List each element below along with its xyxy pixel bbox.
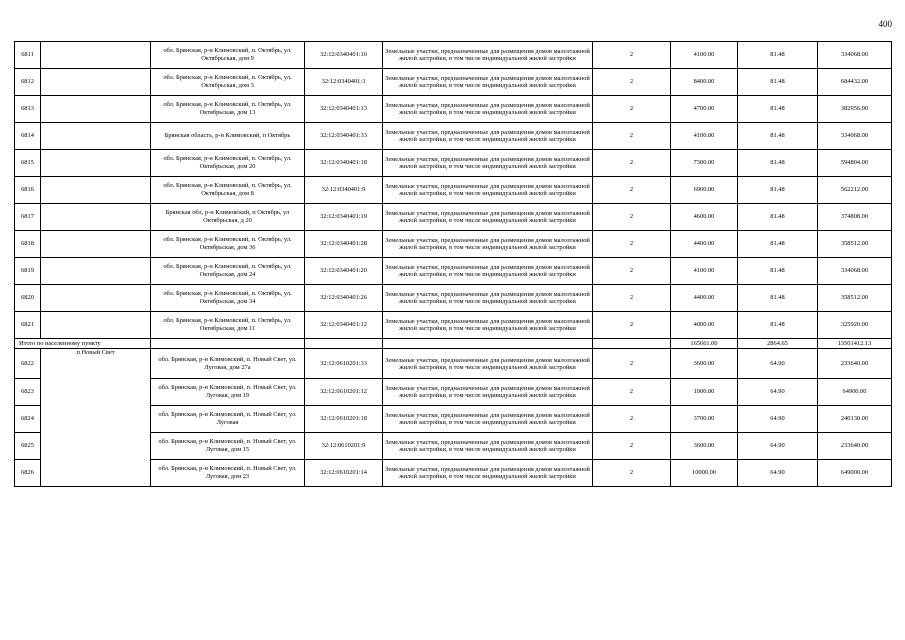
locality-cell [41, 177, 151, 204]
area: 6900.00 [671, 177, 738, 204]
cadastral-value: 325920.00 [818, 312, 892, 339]
cadastral-value: 233640.00 [818, 433, 892, 460]
locality-cell [41, 69, 151, 96]
cadastral-number: 32:12:0610201:14 [305, 460, 383, 487]
category: 2 [593, 433, 671, 460]
table-row [15, 177, 892, 204]
cadastral-value: 358512.00 [818, 231, 892, 258]
area: 10000.00 [671, 460, 738, 487]
rate: 64.90 [738, 406, 818, 433]
land-register-table [14, 41, 892, 487]
address: обл. Брянская, р-н Климовский, п. Октябрь, ул. Октябрьская, дом 13 [151, 96, 305, 123]
land-use-description: Земельные участки, предназначенные для размещения домов малоэтажной жилой застройки, в том числе индивидуальной жилой застройки [383, 406, 593, 433]
cadastral-number: 32:12:0340401:19 [305, 204, 383, 231]
land-use-description: Земельные участки, предназначенные для размещения домов малоэтажной жилой застройки, в том числе индивидуальной жилой застройки [383, 349, 593, 379]
locality-cell [41, 285, 151, 312]
land-use-description: Земельные участки, предназначенные для размещения домов малоэтажной жилой застройки, в том числе индивидуальной жилой застройки [383, 433, 593, 460]
category: 2 [593, 406, 671, 433]
total-blank [593, 339, 671, 349]
total-value: 13501412.13 [818, 339, 892, 349]
area: 1000.00 [671, 379, 738, 406]
address: обл. Брянская, р-н Климовский, п. Октябрь, ул. Октябрьская, дом 34 [151, 285, 305, 312]
row-number: 6815 [15, 150, 41, 177]
address: обл. Брянская, р-н Климовский, п. Октябрь, ул. Октябрьская, дом 36 [151, 231, 305, 258]
rate: 81.48 [738, 150, 818, 177]
row-number: 6817 [15, 204, 41, 231]
locality-cell [41, 258, 151, 285]
category: 2 [593, 285, 671, 312]
rate: 81.48 [738, 285, 818, 312]
row-number: 6812 [15, 69, 41, 96]
address: обл. Брянская, р-н Климовский, п. Новый Свет, ул. Луговая [151, 406, 305, 433]
locality-name: п Новый Свет [41, 349, 151, 487]
rate: 81.48 [738, 42, 818, 69]
cadastral-value: 684432.00 [818, 69, 892, 96]
cadastral-value: 334068.00 [818, 42, 892, 69]
table-row [15, 258, 892, 285]
rate: 64.90 [738, 379, 818, 406]
locality-cell [41, 312, 151, 339]
category: 2 [593, 231, 671, 258]
category: 2 [593, 69, 671, 96]
area: 4100.00 [671, 258, 738, 285]
row-number: 6821 [15, 312, 41, 339]
cadastral-number: 32:12:0340401:9 [305, 177, 383, 204]
address: обл. Брянская, р-н Климовский, п. Октябрь, ул. Октябрьская, дом 3 [151, 69, 305, 96]
cadastral-value: 64900.00 [818, 379, 892, 406]
address: обл. Брянская, р-н Климовский, п. Новый Свет, ул. Луговая, дом 23 [151, 460, 305, 487]
address: Брянская область, р-н Климовский, п Октябрь [151, 123, 305, 150]
table-row [15, 150, 892, 177]
category: 2 [593, 312, 671, 339]
table-row [15, 231, 892, 258]
locality-cell [41, 231, 151, 258]
table-row [15, 312, 892, 339]
table-row [15, 204, 892, 231]
address: обл. Брянская, р-н Климовский, п. Новый Свет, ул. Луговая, дом 15 [151, 433, 305, 460]
locality-cell [41, 96, 151, 123]
land-use-description: Земельные участки, предназначенные для размещения домов малоэтажной жилой застройки, в том числе индивидуальной жилой застройки [383, 379, 593, 406]
category: 2 [593, 349, 671, 379]
land-use-description: Земельные участки, предназначенные для размещения домов малоэтажной жилой застройки, в том числе индивидуальной жилой застройки [383, 258, 593, 285]
total-area: 165661.00 [671, 339, 738, 349]
row-number: 6826 [15, 460, 41, 487]
cadastral-value: 334068.00 [818, 258, 892, 285]
address: обл. Брянская, р-н Климовский, п. Новый Свет, ул. Луговая, дом 27а [151, 349, 305, 379]
row-number: 6823 [15, 379, 41, 406]
cadastral-value: 374808.00 [818, 204, 892, 231]
rate: 81.48 [738, 204, 818, 231]
locality-cell [41, 150, 151, 177]
area: 4400.00 [671, 285, 738, 312]
category: 2 [593, 204, 671, 231]
category: 2 [593, 96, 671, 123]
cadastral-value: 334068.00 [818, 123, 892, 150]
rate: 81.48 [738, 96, 818, 123]
rate: 81.48 [738, 123, 818, 150]
cadastral-value: 649000.00 [818, 460, 892, 487]
rate: 81.48 [738, 177, 818, 204]
area: 4000.00 [671, 312, 738, 339]
land-use-description: Земельные участки, предназначенные для размещения домов малоэтажной жилой застройки, в том числе индивидуальной жилой застройки [383, 69, 593, 96]
area: 3700.00 [671, 406, 738, 433]
locality-cell [41, 42, 151, 69]
land-use-description: Земельные участки, предназначенные для размещения домов малоэтажной жилой застройки, в том числе индивидуальной жилой застройки [383, 204, 593, 231]
total-row [15, 339, 892, 349]
cadastral-value: 562212.00 [818, 177, 892, 204]
category: 2 [593, 150, 671, 177]
page-number: 400 [878, 19, 892, 29]
total-blank [305, 339, 383, 349]
rate: 81.48 [738, 312, 818, 339]
area: 3600.00 [671, 433, 738, 460]
land-use-description: Земельные участки, предназначенные для размещения домов малоэтажной жилой застройки, в том числе индивидуальной жилой застройки [383, 312, 593, 339]
row-number: 6824 [15, 406, 41, 433]
area: 4600.00 [671, 204, 738, 231]
section-oktyabr [15, 42, 892, 339]
row-number: 6814 [15, 123, 41, 150]
category: 2 [593, 42, 671, 69]
rate: 64.90 [738, 349, 818, 379]
cadastral-number: 32:12:0340401:3 [305, 69, 383, 96]
table-row [15, 123, 892, 150]
cadastral-value: 358512.00 [818, 285, 892, 312]
category: 2 [593, 379, 671, 406]
cadastral-value: 382956.00 [818, 96, 892, 123]
row-number: 6819 [15, 258, 41, 285]
cadastral-number: 32:12:0610201:33 [305, 349, 383, 379]
locality-cell [41, 123, 151, 150]
total-label: Итого по населенному пункту [15, 339, 151, 349]
land-use-description: Земельные участки, предназначенные для размещения домов малоэтажной жилой застройки, в том числе индивидуальной жилой застройки [383, 123, 593, 150]
area: 4400.00 [671, 231, 738, 258]
cadastral-number: 32:12:0340401:26 [305, 285, 383, 312]
cadastral-number: 32:12:0340401:20 [305, 258, 383, 285]
row-number: 6813 [15, 96, 41, 123]
total-blank [383, 339, 593, 349]
land-use-description: Земельные участки, предназначенные для размещения домов малоэтажной жилой застройки, в том числе индивидуальной жилой застройки [383, 177, 593, 204]
row-number: 6822 [15, 349, 41, 379]
row-number: 6816 [15, 177, 41, 204]
table-row [15, 69, 892, 96]
rate: 81.48 [738, 69, 818, 96]
land-use-description: Земельные участки, предназначенные для размещения домов малоэтажной жилой застройки, в том числе индивидуальной жилой застройки [383, 231, 593, 258]
total-rate: 2864.65 [738, 339, 818, 349]
rate: 81.48 [738, 258, 818, 285]
land-use-description: Земельные участки, предназначенные для размещения домов малоэтажной жилой застройки, в том числе индивидуальной жилой застройки [383, 460, 593, 487]
row-number: 6818 [15, 231, 41, 258]
locality-cell [41, 204, 151, 231]
cadastral-number: 32:12:0340401:13 [305, 96, 383, 123]
cadastral-value: 240130.00 [818, 406, 892, 433]
area: 4100.00 [671, 42, 738, 69]
address: обл. Брянская, р-н Климовский, п. Октябрь, ул. Октябрьская, дом 20 [151, 150, 305, 177]
table-row [15, 42, 892, 69]
table-row [15, 285, 892, 312]
cadastral-number: 32:12:0610201:18 [305, 406, 383, 433]
row-number: 6811 [15, 42, 41, 69]
address: обл. Брянская, р-н Климовский, п. Октябрь, ул. Октябрьская, дом 24 [151, 258, 305, 285]
row-number: 6825 [15, 433, 41, 460]
cadastral-number: 32:12:0340401:33 [305, 123, 383, 150]
row-number: 6820 [15, 285, 41, 312]
table-row [15, 96, 892, 123]
area: 3600.00 [671, 349, 738, 379]
land-use-description: Земельные участки, предназначенные для размещения домов малоэтажной жилой застройки, в том числе индивидуальной жилой застройки [383, 42, 593, 69]
table-row [15, 349, 892, 379]
category: 2 [593, 177, 671, 204]
address: Брянская обл, р-н Климовский, п Октябрь, ул Октябрьская, д 20 [151, 204, 305, 231]
rate: 81.48 [738, 231, 818, 258]
cadastral-number: 32:12:0340401:18 [305, 150, 383, 177]
land-use-description: Земельные участки, предназначенные для размещения домов малоэтажной жилой застройки, в том числе индивидуальной жилой застройки [383, 285, 593, 312]
land-use-description: Земельные участки, предназначенные для размещения домов малоэтажной жилой застройки, в том числе индивидуальной жилой застройки [383, 150, 593, 177]
address: обл. Брянская, р-н Климовский, п. Октябрь, ул. Октябрьская, дом 11 [151, 312, 305, 339]
area: 4100.00 [671, 123, 738, 150]
cadastral-number: 32:12:0340401:10 [305, 42, 383, 69]
category: 2 [593, 460, 671, 487]
area: 4700.00 [671, 96, 738, 123]
address: обл. Брянская, р-н Климовский, п. Новый Свет, ул. Луговая, дом 19 [151, 379, 305, 406]
cadastral-number: 32:12:0340401:28 [305, 231, 383, 258]
area: 8400.00 [671, 69, 738, 96]
category: 2 [593, 123, 671, 150]
rate: 64.90 [738, 433, 818, 460]
category: 2 [593, 258, 671, 285]
address: обл. Брянская, р-н Климовский, п. Октябрь, ул. Октябрьская, дом 8 [151, 177, 305, 204]
cadastral-number: 32:12:0610201:12 [305, 379, 383, 406]
address: обл. Брянская, р-н Климовский, п. Октябрь, ул. Октябрьская, дом 9 [151, 42, 305, 69]
cadastral-value: 233640.00 [818, 349, 892, 379]
area: 7300.00 [671, 150, 738, 177]
rate: 64.90 [738, 460, 818, 487]
cadastral-number: 32:12:0610201:9 [305, 433, 383, 460]
total-blank [151, 339, 305, 349]
section-novyi-svet [15, 349, 892, 487]
cadastral-number: 32:12:0340401:12 [305, 312, 383, 339]
land-use-description: Земельные участки, предназначенные для размещения домов малоэтажной жилой застройки, в том числе индивидуальной жилой застройки [383, 96, 593, 123]
section-total [15, 339, 892, 349]
cadastral-value: 594804.00 [818, 150, 892, 177]
